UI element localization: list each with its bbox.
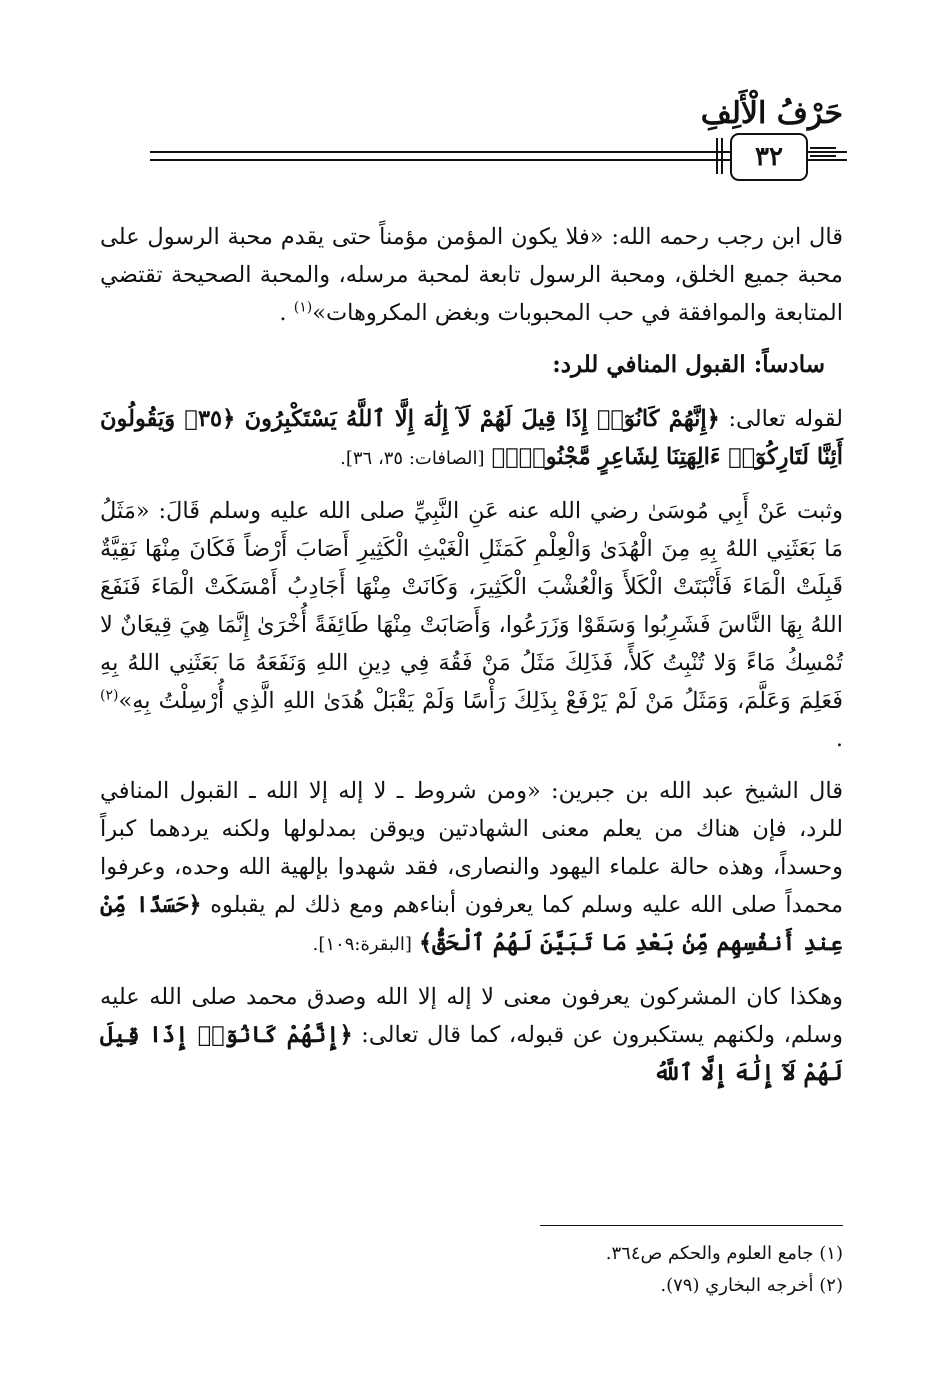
verse-intro: لقوله تعالى: bbox=[728, 406, 844, 432]
footnote-1: (١) جامع العلوم والحكم ص٣٦٤. bbox=[605, 1243, 843, 1264]
footnotes bbox=[100, 1238, 843, 1302]
paragraph-mushrikun bbox=[100, 978, 843, 1092]
paragraph-text: وهكذا كان المشركون يعرفون معنى لا إله إلا الله وصدق محمد صلى الله عليه وسلم، ولكنهم يستكبرون عن قبوله، كما قال تعالى: bbox=[100, 984, 844, 1048]
quran-verse: ﴿حَسَدًا مِّنْ عِندِ أَنفُسِهِم مِّنۢ بَعْدِ مَا تَبَيَّنَ لَهُمُ ٱلْحَقُّ﴾ bbox=[100, 892, 843, 956]
main-text bbox=[100, 218, 843, 1106]
quran-verse: ﴿إِنَّهُمْ كَانُوٓا۟ إِذَا قِيلَ لَهُمْ لَآ إِلَٰهَ إِلَّا ٱللَّهُ يَسْتَكْبِرُونَ ﴿٣٥﴾ وَيَقُولُونَ أَئِنَّا لَتَارِكُوٓا۟ ءَالِهَتِنَا لِشَاعِرٍ مَّجْنُونٍۭ﴾ bbox=[100, 406, 843, 470]
paragraph-ibn-rajab bbox=[100, 218, 843, 332]
verse-reference: [البقرة:١٠٩]. bbox=[312, 934, 412, 955]
section-heading: سادساً: القبول المنافي للرد: bbox=[552, 351, 825, 378]
paragraph-text: قال ابن رجب رحمه الله: «فلا يكون المؤمن مؤمناً حتى يقدم محبة الرسول على محبة جميع الخلق، ومحبة الرسول تابعة لمحبة مرسله، والمحبة الصحيحة تقتضي المتابعة والموافقة في حب المحبوبات وبغض المكروهات» bbox=[100, 224, 843, 326]
page-number-ornament bbox=[716, 138, 723, 174]
verse-reference: [الصافات: ٣٥، ٣٦]. bbox=[340, 448, 485, 469]
paragraph-end: . bbox=[279, 300, 287, 326]
paragraph-end: . bbox=[835, 726, 843, 752]
hadith-text: وثبت عَنْ أَبِي مُوسَىٰ رضي الله عنه عَنِ النَّبِيِّ صلى الله عليه وسلم قَالَ: «مَثَلُ مَا بَعَثَنِي اللهُ بِهِ مِنَ الْهُدَىٰ وَالْعِلْمِ كَمَثَلِ الْغَيْثِ الْكَثِيرِ أَصَابَ أَرْضاً فَكَانَ مِنْهَا نَقِيَّةٌ قَبِلَتْ الْمَاءَ فَأَنْبَتَتْ الْكَلأَ وَالْعُشْبَ الْكَثِيرَ، وَكَانَتْ مِنْهَا أَجَادِبُ أَمْسَكَتْ الْمَاءَ فَنَفَعَ اللهُ بِهَا النَّاسَ فَشَرِبُوا وَسَقَوْا وَزَرَعُوا، وَأَصَابَتْ مِنْهَا طَائِفَةً أُخْرَىٰ إِنَّمَا هِيَ قِيعَانٌ لا تُمْسِكُ مَاءً وَلا تُنْبِتُ كَلأً، فَذَلِكَ مَثَلُ مَنْ فَقُهَ فِي دِينِ اللهِ وَنَفَعَهُ مَا بَعَثَنِي اللهُ بِهِ فَعَلِمَ وَعَلَّمَ، وَمَثَلُ مَنْ لَمْ يَرْفَعْ بِذَلِكَ رَأْسًا وَلَمْ يَقْبَلْ هُدَىٰ اللهِ الَّذِي أُرْسِلْتُ بِهِ» bbox=[100, 498, 843, 714]
footnote-marker-2: (٢) bbox=[100, 687, 119, 704]
page-number-box bbox=[730, 133, 808, 181]
paragraph-text: قال الشيخ عبد الله بن جبرين: «ومن شروط ـ لا إله إلا الله ـ القبول المنافي للرد، فإن هناك من يعلم معنى الشهادتين ويوقن بمدلولها ولكنه يردهما كبراً وحسداً، وهذه حالة علماء اليهود والنصارى، فقد شهدوا بإلهية الله وحده، وعرفوا محمداً صلى الله عليه وسلم كما يعرفون أبناءهم ومع ذلك لم يقبلوه bbox=[100, 778, 843, 918]
page-number: ٣٢ bbox=[755, 142, 783, 172]
footnote-2: (٢) أخرجه البخاري (٧٩). bbox=[660, 1275, 843, 1296]
paragraph-verse-assaffat bbox=[100, 400, 843, 478]
footnote-marker-1: (١) bbox=[293, 299, 313, 316]
paragraph-hadith bbox=[100, 492, 843, 758]
paragraph-ibn-jibrin bbox=[100, 772, 843, 964]
quran-verse: ﴿إِنَّهُمْ كَانُوٓا۟ إِذَا قِيلَ لَهُمْ لَآ إِلَٰهَ إِلَّا ٱللَّهُ bbox=[100, 1022, 843, 1086]
chapter-title: حَرْفُ الْأَلِفِ bbox=[700, 96, 843, 131]
header-dash-ornament bbox=[810, 147, 836, 157]
footnote-separator bbox=[540, 1225, 843, 1226]
